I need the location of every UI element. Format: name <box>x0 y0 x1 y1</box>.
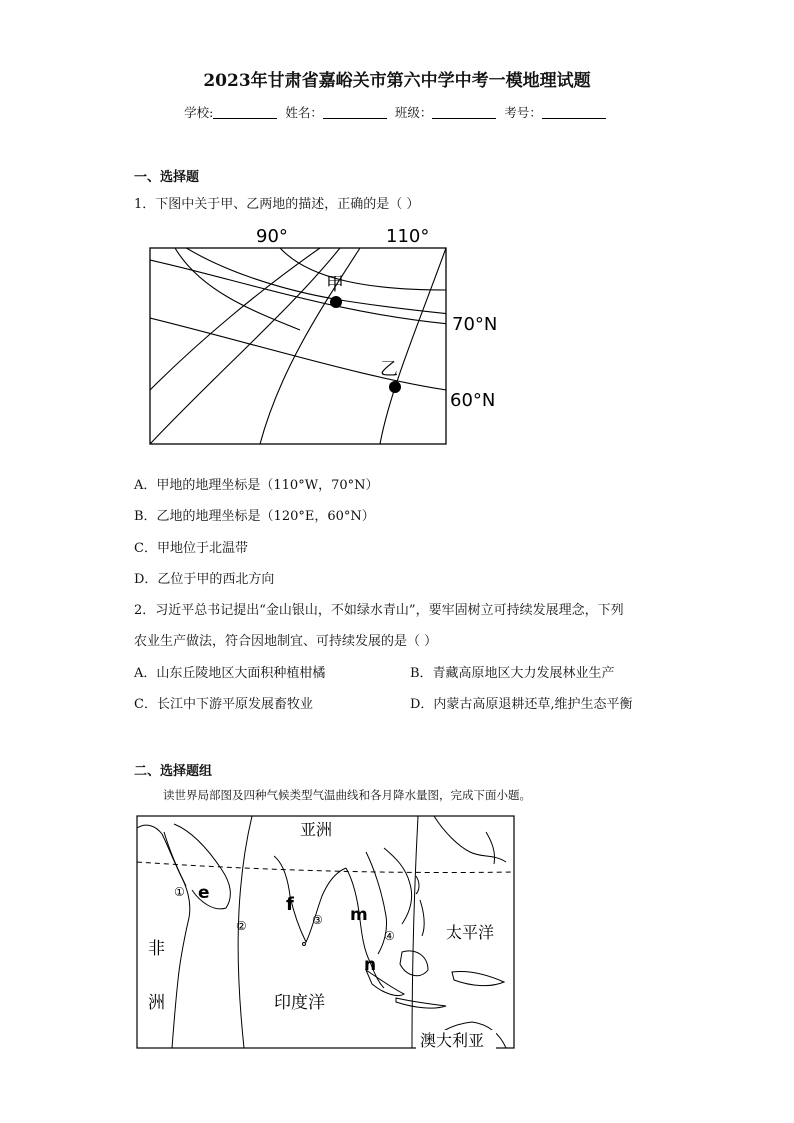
school-label: 学校: <box>184 105 214 120</box>
japan-island <box>486 832 495 864</box>
circled-3: ③ <box>312 913 323 927</box>
q2-option-c[interactable]: C．长江中下游平原发展畜牧业 <box>134 697 313 712</box>
figure-frame <box>150 248 446 444</box>
latitude-60-line <box>150 318 460 392</box>
new-guinea-island <box>452 971 504 985</box>
q1-option-b[interactable]: B．乙地的地理坐标是（120°E，60°N） <box>134 509 375 524</box>
q1-option-c[interactable]: C．甲地位于北温带 <box>134 541 248 556</box>
section-2-heading: 二、选择题组 <box>134 764 213 779</box>
q1-option-d[interactable]: D．乙位于甲的西北方向 <box>134 572 275 587</box>
q2-option-d[interactable]: D．内蒙古高原退耕还草,维护生态平衡 <box>410 697 633 712</box>
student-info-row <box>0 103 794 121</box>
northeast-coast <box>434 816 506 862</box>
meridian-80-line <box>150 248 340 444</box>
graticule-figure <box>140 220 520 460</box>
lat-label-70: 70°N <box>452 314 498 335</box>
meridian-70-line <box>150 248 320 390</box>
latitude-arc-inner <box>180 244 460 315</box>
label-indian-ocean: 印度洋 <box>274 993 325 1013</box>
exam-number-label: 考号： <box>504 105 542 120</box>
label-africa-2: 洲 <box>148 993 165 1013</box>
exam-number-blank[interactable] <box>542 106 606 119</box>
school-blank[interactable] <box>213 106 277 119</box>
exam-title: 2023年甘肃省嘉峪关市第六中学中考一模地理试题 <box>203 71 591 91</box>
china-coast <box>384 848 412 924</box>
label-australia: 澳大利亚 <box>420 1031 485 1050</box>
point-e-label: e <box>198 883 210 903</box>
borneo-island <box>400 951 428 976</box>
question-2-stem-line1: 2．习近平总书记提出“金山银山，不如绿水青山”，要牢固树立可持续发展理念，下列 <box>134 603 624 618</box>
meridian-90-line <box>260 248 360 444</box>
label-pacific-ocean: 太平洋 <box>446 923 495 942</box>
lon-label-90: 90° <box>256 226 288 247</box>
point-yi-label: 乙 <box>380 359 398 380</box>
name-label: 姓名： <box>285 105 323 120</box>
section-2-intro: 读世界局部图及四种气候类型气温曲线和各月降水量图，完成下面小题。 <box>163 788 531 802</box>
q2-option-a[interactable]: A．山东丘陵地区大面积种植柑橘 <box>134 666 326 681</box>
africa-coast <box>137 825 190 1048</box>
class-label: 班级： <box>394 105 433 120</box>
circled-4: ④ <box>384 929 395 943</box>
meridian-100-line <box>380 248 446 444</box>
name-blank[interactable] <box>323 106 387 119</box>
red-sea-coast <box>164 832 186 886</box>
meridian-outer-arc <box>280 248 446 290</box>
meridian-inner-arc <box>175 248 300 330</box>
lat-label-60: 60°N <box>450 390 496 411</box>
label-africa-1: 非 <box>148 939 165 959</box>
map-meridian-east <box>412 816 418 1048</box>
circled-1: ① <box>174 885 185 899</box>
question-2-stem-line2: 农业生产做法，符合因地制宜、可持续发展的是（ ） <box>134 634 438 649</box>
tropic-line <box>137 862 514 873</box>
question-1-stem: 1．下图中关于甲、乙两地的描述，正确的是（ ） <box>134 197 420 212</box>
point-f-label: f <box>286 894 294 915</box>
taiwan-island <box>416 876 419 894</box>
class-blank[interactable] <box>432 106 496 119</box>
q1-option-a[interactable]: A．甲地的地理坐标是（110°W，70°N） <box>134 478 379 493</box>
point-jia-marker <box>330 296 342 308</box>
circled-2: ② <box>236 919 247 933</box>
point-jia-label: 甲 <box>326 274 344 295</box>
q2-option-b[interactable]: B．青藏高原地区大力发展林业生产 <box>410 666 615 681</box>
philippines-island <box>420 900 424 936</box>
section-1-heading: 一、选择题 <box>134 170 200 185</box>
label-asia: 亚洲 <box>300 820 333 839</box>
point-n-label: n <box>364 955 377 975</box>
india-coast <box>274 856 346 942</box>
lon-label-110: 110° <box>386 226 430 247</box>
world-map-figure <box>134 812 518 1052</box>
point-m-label: m <box>350 905 368 925</box>
point-yi-marker <box>389 381 401 393</box>
java-island <box>396 998 446 1008</box>
